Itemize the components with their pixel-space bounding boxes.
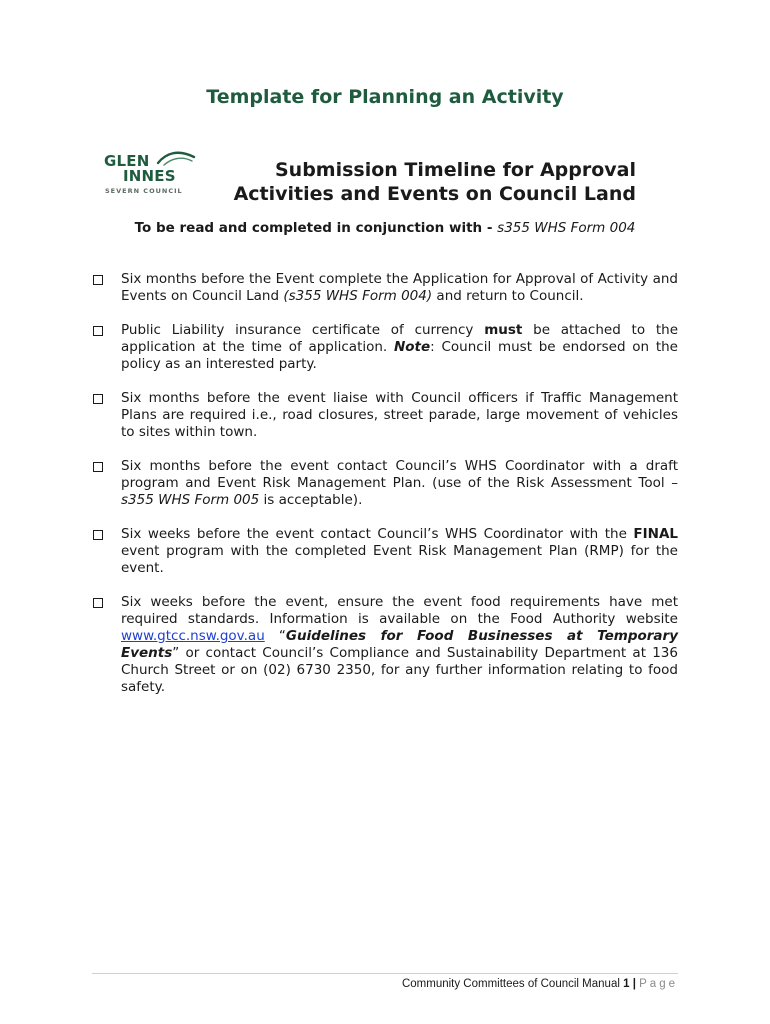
item-form-ref: (s355 WHS Form 004): [283, 288, 433, 304]
logo-swoosh-icon: [156, 147, 196, 169]
checklist-item: [92, 594, 678, 696]
item-text-part: is acceptable).: [259, 492, 363, 508]
checklist-item-text: [121, 526, 678, 577]
checklist-item: [92, 271, 678, 305]
council-logo: [104, 147, 204, 201]
item-form-ref: s355 WHS Form 005: [121, 492, 260, 508]
conjunction-form-ref: s355 WHS Form 004: [497, 220, 636, 236]
checkbox[interactable]: [93, 275, 103, 285]
footer-separator: |: [632, 978, 636, 990]
item-text-part: and return to Council.: [432, 288, 584, 304]
checklist-item: [92, 322, 678, 373]
item-text-part: be attached to the application at the time of application.: [121, 322, 679, 355]
checkbox[interactable]: [93, 462, 103, 472]
checklist-item: [92, 526, 678, 577]
item-text-part: Six months before the event liaise with Council officers if Traffic Management Plans are required i.e., road closures, street parade, large movement of vehicles to sites within town.: [121, 390, 678, 440]
checklist-item-text: [121, 458, 678, 509]
item-text-part: “: [264, 628, 286, 644]
checkbox[interactable]: [93, 530, 103, 540]
checkbox[interactable]: [93, 394, 103, 404]
checkbox[interactable]: [93, 326, 103, 336]
page-title: Template for Planning an Activity: [206, 86, 564, 108]
item-guidelines-title: Guidelines for Food Businesses at Temporary Events: [121, 628, 678, 661]
item-text-part: ” or contact Council’s Compliance and Sustainability Department at 136 Church Street or on (02) 6730 2350, for any further information relating to food safety.: [121, 645, 678, 695]
conjunction-note: [0, 220, 770, 236]
item-text-part: event program with the completed Event Risk Management Plan (RMP) for the event.: [121, 543, 678, 576]
checklist-item-text: [121, 390, 678, 441]
item-text-part: Public Liability insurance certificate of currency: [121, 322, 485, 338]
footer-page-label: Page: [639, 978, 678, 990]
checklist-item: [92, 390, 678, 441]
subtitle-line-1: Submission Timeline for Approval: [274, 159, 636, 181]
checkbox[interactable]: [93, 598, 103, 608]
checklist-item-text: [121, 594, 678, 696]
conjunction-prefix: To be read and completed in conjunction with -: [134, 220, 498, 236]
page-footer: [402, 978, 678, 990]
footer-page-number: 1: [623, 978, 630, 990]
checklist: [92, 271, 678, 713]
item-emphasis: must: [484, 322, 523, 338]
item-text-part: Six weeks before the event contact Council’s WHS Coordinator with the: [121, 526, 634, 542]
item-text-part: Six months before the event contact Council’s WHS Coordinator with a draft program and Event Risk Management Plan. (use of the Risk Assessment Tool –: [121, 458, 678, 491]
item-text-part: Six months before the Event complete the Application for Approval of Activity and Events on Council Land: [121, 271, 678, 304]
logo-text-innes: INNES: [123, 167, 176, 185]
footer-manual-title: Community Committees of Council Manual: [401, 978, 620, 990]
checklist-item-text: [121, 322, 678, 373]
logo-text-glen: GLEN: [104, 152, 150, 170]
checklist-item-text: [121, 271, 678, 305]
food-authority-link[interactable]: www.gtcc.nsw.gov.au: [121, 628, 265, 644]
item-emphasis: FINAL: [633, 526, 678, 542]
item-text-part: Six weeks before the event, ensure the event food requirements have met required standards. Information is available on the Food Authority website: [121, 594, 678, 627]
document-subtitle: [196, 158, 636, 206]
subtitle-line-2: Activities and Events on Council Land: [233, 183, 636, 205]
logo-tagline: SEVERN COUNCIL: [105, 187, 183, 195]
checklist-item: [92, 458, 678, 509]
item-note-label: Note: [393, 339, 431, 355]
item-text-part: : Council must be endorsed on the policy as an interested party.: [121, 339, 678, 372]
footer-divider: [92, 973, 678, 974]
